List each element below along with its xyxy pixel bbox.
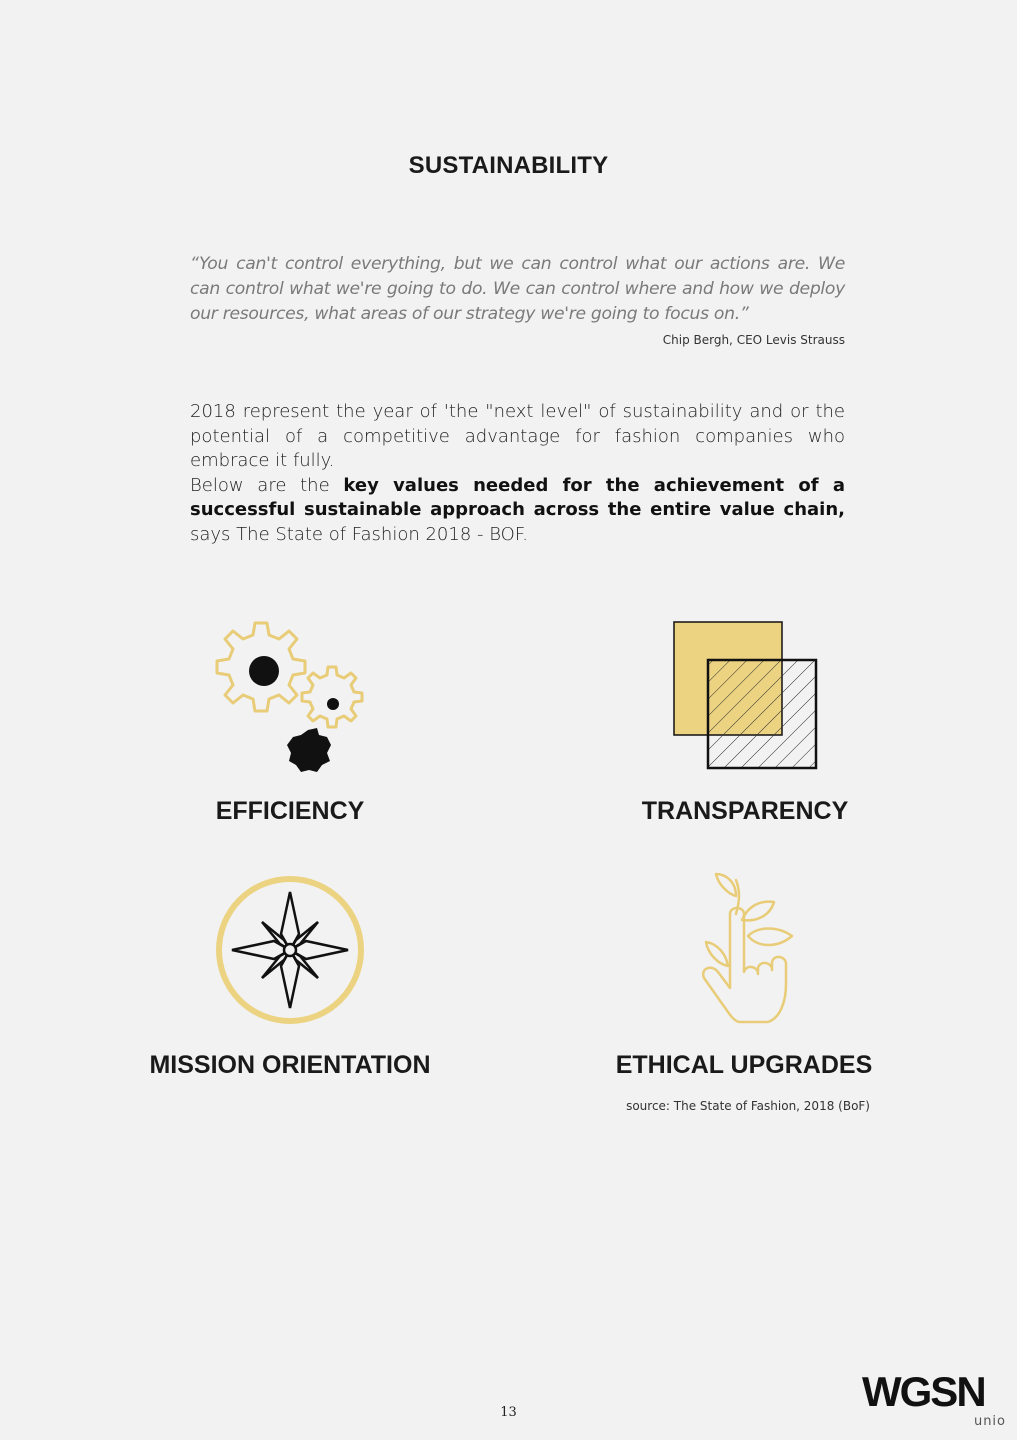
page-title: SUSTAINABILITY	[408, 152, 609, 179]
source-note: source: The State of Fashion, 2018 (BoF)	[626, 1099, 870, 1113]
value-label-ethical-upgrades: ETHICAL UPGRADES	[615, 1051, 873, 1079]
hand-leaves-icon	[688, 870, 800, 1028]
value-label-mission-orientation: MISSION ORIENTATION	[149, 1051, 431, 1079]
quote-text: “You can't control everything, but we can control what our actions are. We can control what we're going to do. We can control where and how we deploy our resources, what areas of our strategy we're going to focus on.”	[190, 254, 845, 324]
wgsn-logo: WGSN	[862, 1368, 985, 1415]
body-paragraph-2	[190, 474, 845, 548]
quote-author: Chip Bergh, CEO Levis Strauss	[662, 333, 845, 347]
value-label-transparency: TRANSPARENCY	[641, 797, 849, 825]
page-number: 13	[500, 1405, 517, 1420]
body-p2-bold: key values needed for the achievement of a successful sustainable approach across the entire value chain,	[190, 474, 845, 520]
value-label-efficiency: EFFICIENCY	[215, 797, 365, 825]
compass-icon	[214, 874, 366, 1026]
body-p2-pre: Below are the	[190, 474, 344, 496]
logo-subtext: unio	[973, 1414, 1006, 1429]
body-paragraph-1: 2018 represent the year of 'the "next level" of sustainability and or the potential of a competitive advantage for fashion companies who embrace it fully.	[190, 401, 845, 471]
body-p2-post: says The State of Fashion 2018 - BOF.	[190, 523, 529, 545]
gears-icon	[205, 615, 375, 780]
overlapping-squares-icon	[670, 618, 822, 774]
body-text	[190, 400, 845, 547]
